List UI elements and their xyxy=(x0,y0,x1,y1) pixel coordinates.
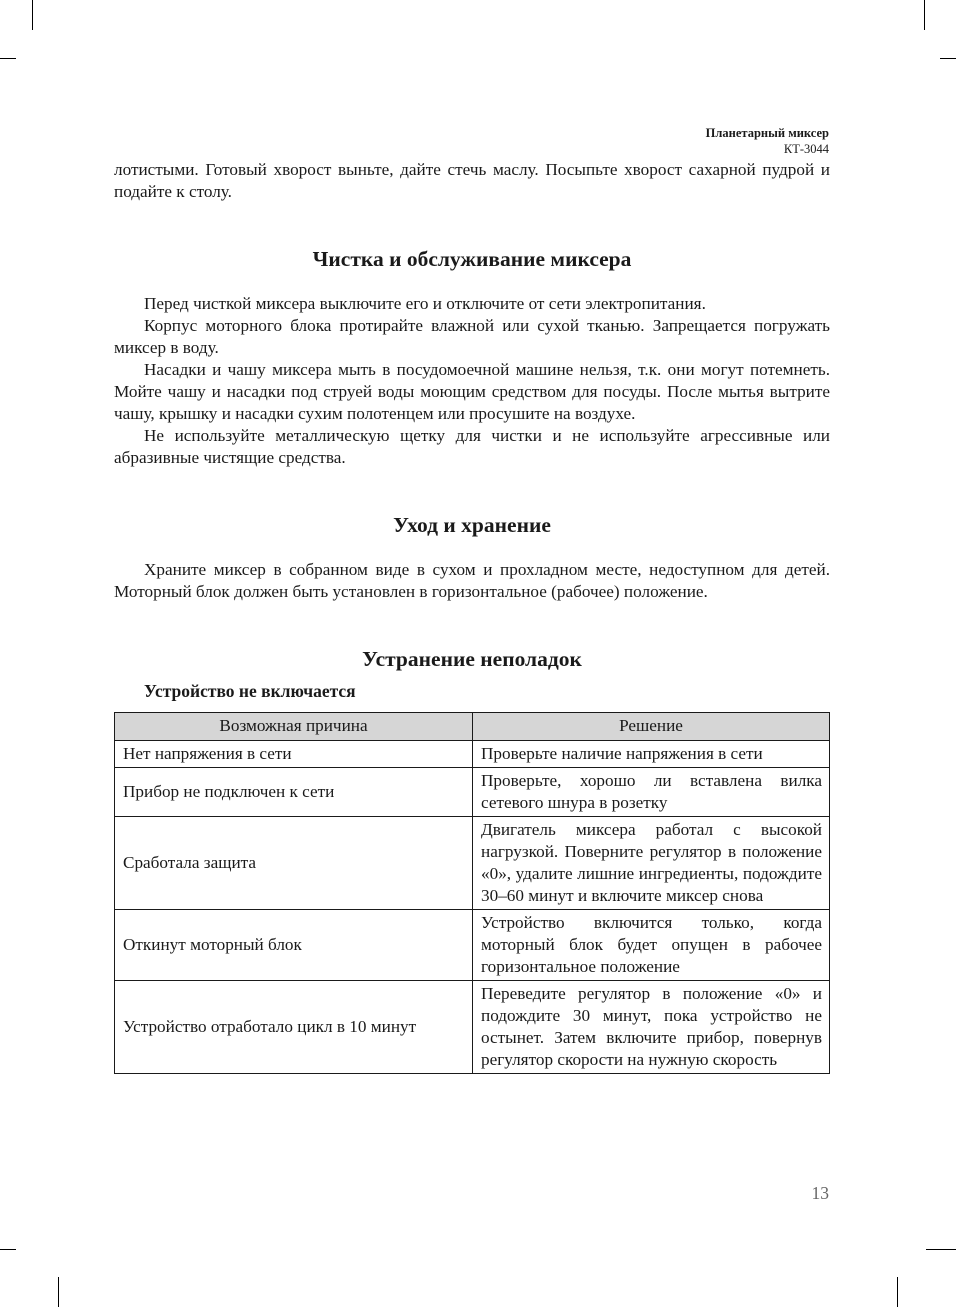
crop-mark-top-left xyxy=(32,0,33,30)
cell-solution: Проверьте, хорошо ли вставлена вилка сетевого шнура в розетку xyxy=(473,768,830,817)
troubleshooting-table xyxy=(114,712,830,1074)
cell-cause: Устройство отработало цикл в 10 минут xyxy=(115,981,473,1074)
table-row xyxy=(115,741,830,768)
running-head-model: КТ-3044 xyxy=(783,142,829,156)
paragraph: Не используйте металлическую щетку для чистки и не используйте агрессивные или абразивные чистящие средства. xyxy=(114,426,830,467)
crop-mark-top-right-h xyxy=(940,58,956,59)
section-body-storage xyxy=(114,559,830,603)
table-row xyxy=(115,981,830,1074)
cell-solution: Переведите регулятор в положение «0» и подождите 30 минут, пока устройство не остынет. Затем включите прибор, повернув регулятор скорости на нужную скорость xyxy=(473,981,830,1074)
intro-paragraph: лотистыми. Готовый хворост выньте, дайте стечь маслу. Посыпьте хворост сахарной пудрой и подайте к столу. xyxy=(114,160,830,201)
table-row xyxy=(115,817,830,910)
page-number: 13 xyxy=(811,1183,829,1203)
header-solution: Решение xyxy=(473,713,830,741)
crop-mark-bottom-right-h xyxy=(926,1249,956,1250)
table-row xyxy=(115,910,830,981)
crop-mark-bottom-right xyxy=(897,1277,898,1307)
paragraph: Перед чисткой миксера выключите его и отключите от сети электропитания. xyxy=(144,294,706,313)
table-header-row xyxy=(115,713,830,741)
section-title-cleaning: Чистка и обслуживание миксера xyxy=(312,247,632,271)
page-content xyxy=(114,159,830,1074)
crop-mark-bottom-left xyxy=(58,1277,59,1307)
header-cause: Возможная причина xyxy=(115,713,473,741)
paragraph: Корпус моторного блока протирайте влажной или сухой тканью. Запрещается погружать миксер в воду. xyxy=(114,316,830,357)
paragraph: Насадки и чашу миксера мыть в посудомоечной машине нельзя, т.к. они могут потемнеть. Мойте чашу и насадки под струей воды моющим средством для посуды. После мытья вытрите чашу, крышку и насадки сухим полотенцем или просушите на воздухе. xyxy=(114,360,830,423)
section-title-storage: Уход и хранение xyxy=(393,513,551,537)
crop-mark-bottom-left-h xyxy=(0,1249,16,1250)
section-body-cleaning xyxy=(114,293,830,469)
crop-mark-top-left-h xyxy=(0,58,16,59)
cell-solution: Проверьте наличие напряжения в сети xyxy=(473,741,830,768)
cell-cause: Нет напряжения в сети xyxy=(115,741,473,768)
crop-mark-top-right xyxy=(924,0,925,30)
cell-solution: Двигатель миксера работал с высокой нагрузкой. Поверните регулятор в положение «0», удалите лишние ингредиенты, подождите 30–60 минут и включите миксер снова xyxy=(473,817,830,910)
section-title-troubleshooting: Устранение неполадок xyxy=(362,647,582,671)
subsection-title: Устройство не включается xyxy=(144,681,356,701)
cell-cause: Откинут моторный блок xyxy=(115,910,473,981)
cell-cause: Сработала защита xyxy=(115,817,473,910)
running-head-title: Планетарный миксер xyxy=(705,126,829,140)
cell-cause: Прибор не подключен к сети xyxy=(115,768,473,817)
table-row xyxy=(115,768,830,817)
paragraph: Храните миксер в собранном виде в сухом и прохладном месте, недоступном для детей. Моторный блок должен быть установлен в горизонтальное (рабочее) положение. xyxy=(114,560,830,601)
cell-solution: Устройство включится только, когда моторный блок будет опущен в рабочее горизонтальное положение xyxy=(473,910,830,981)
running-head xyxy=(706,125,829,157)
